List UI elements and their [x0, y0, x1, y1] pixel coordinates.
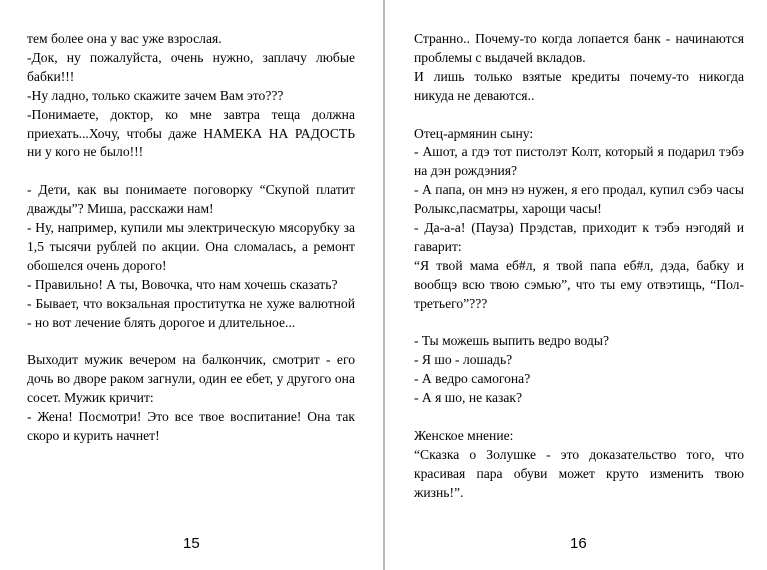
page-divider: [383, 0, 385, 570]
left-page-text: [27, 30, 355, 446]
blank-line: [414, 106, 744, 125]
page-number-right: 16: [570, 535, 587, 552]
text-paragraph: Женское мнение:: [414, 427, 514, 443]
text-paragraph: - Жена! Посмотри! Это все твое воспитание! Она так скоро и курить начнет!: [27, 409, 355, 443]
text-paragraph: И лишь только взятые кредиты почему-то никогда никуда не деваются..: [414, 68, 744, 103]
blank-line: [27, 332, 355, 351]
text-paragraph: - Ну, например, купили мы электрическую мясорубку за 1,5 тысячи рублей по акции. Она сломалась, а ремонт обошелся очень дорого!: [27, 220, 355, 273]
text-paragraph: - Дети, как вы понимаете поговорку “Скупой платит дважды”? Миша, расскажи нам!: [27, 182, 355, 217]
text-paragraph: Странно.. Почему-то когда лопается банк - начинаются проблемы с выдачей вкладов.: [414, 31, 744, 65]
blank-line: [27, 162, 355, 181]
text-paragraph: - А папа, он мнэ нэ нужен, я его продал, купил сэбэ часы Ролыкс,пасматры, харощи часы!: [414, 182, 744, 217]
text-paragraph: -Понимаете, доктор, ко мне завтра теща должна приехать...Хочу, чтобы даже НАМЕКА НА РАДОСТЬ ни у кого не было!!!: [27, 106, 355, 160]
blank-line: [414, 314, 744, 333]
text-paragraph: “Я твой мама еб#л, я твой папа еб#л, дэда, бабку и вообщэ всю твою сэмью”, что ты ему отвэтищь, “Пол-третьего”???: [414, 257, 744, 311]
text-paragraph: - Ты можешь выпить ведро воды?: [414, 333, 610, 349]
text-paragraph: - А ведро самогона?: [414, 371, 531, 387]
text-paragraph: тем более она у вас уже взрослая.: [27, 31, 222, 46]
text-paragraph: Выходит мужик вечером на балкончик, смотрит - его дочь во дворе раком загнули, один ее ебет, у другого она сосет. Мужик кричит:: [27, 352, 355, 406]
text-paragraph: “Сказка о Золушке - это доказательство того, что красивая пара обуви может круто изменить твою жизнь!”.: [414, 446, 744, 500]
text-paragraph: -Ну ладно, только скажите зачем Вам это???: [27, 87, 284, 103]
page-number-left: 15: [183, 535, 200, 552]
text-paragraph: - Ашот, а гдэ тот пистолэт Колт, который я подарил тэбэ на дэн рождэния?: [414, 144, 744, 179]
right-page: [386, 0, 767, 570]
blank-line: [414, 408, 744, 427]
text-paragraph: - А я шо, не казак?: [414, 390, 523, 406]
text-paragraph: -Док, ну пожалуйста, очень нужно, заплачу любые бабки!!!: [27, 49, 355, 84]
text-paragraph: - Я шо - лошадь?: [414, 352, 513, 368]
text-paragraph: - Да-а-а! (Пауза) Прэдстав, приходит к тэбэ нэгодяй и гаварит:: [414, 220, 744, 254]
text-paragraph: - Правильно! А ты, Вовочка, что нам хочешь сказать?: [27, 276, 338, 292]
right-page-text: [414, 30, 744, 503]
text-paragraph: Отец-армянин сыну:: [414, 125, 534, 141]
text-paragraph: - Бывает, что вокзальная проститутка не хуже валютной - но вот лечение блять дорогое и длительное...: [27, 295, 355, 330]
